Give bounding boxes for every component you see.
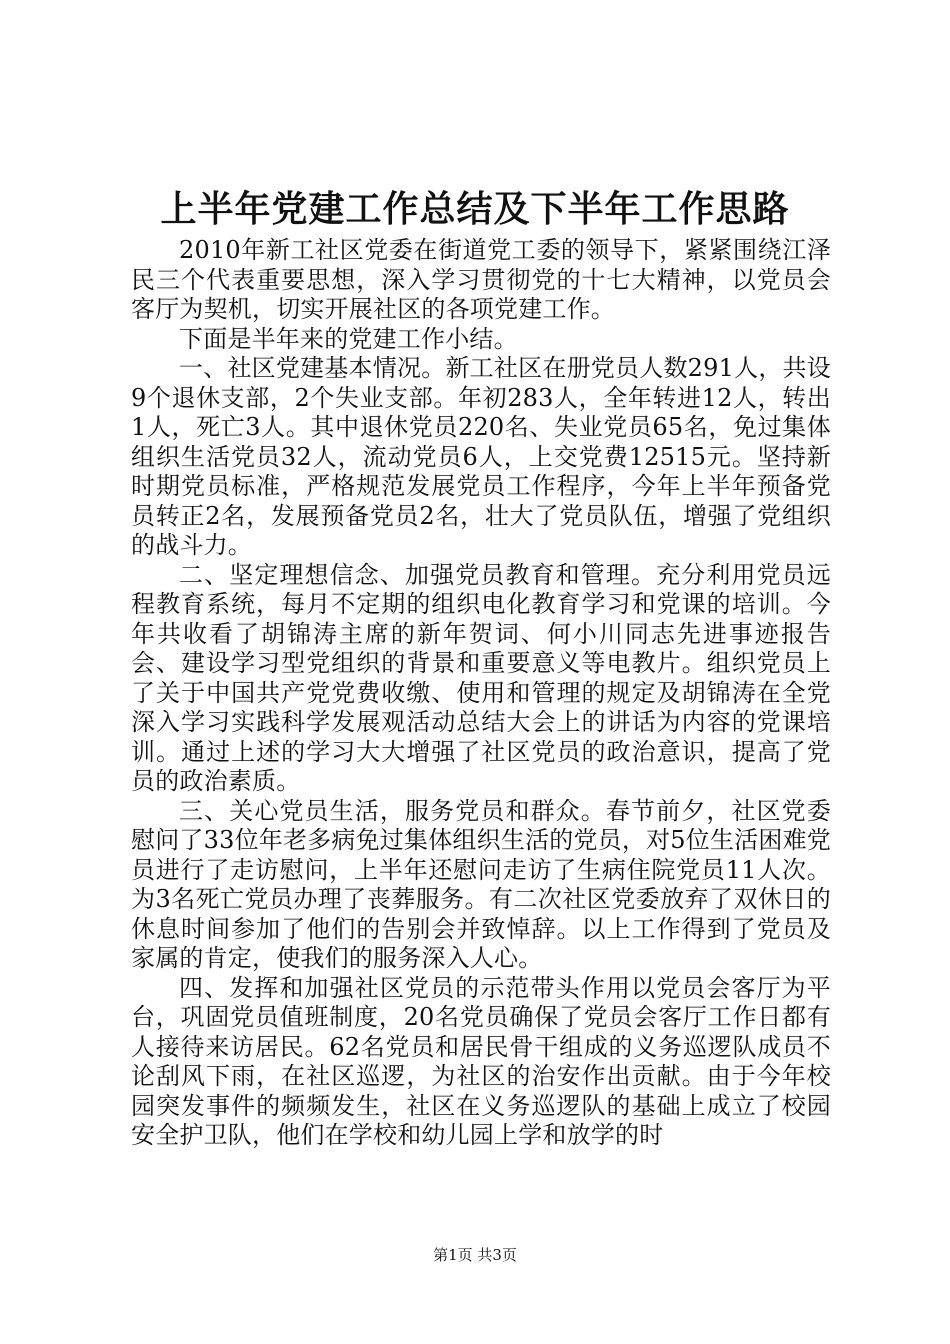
document-body xyxy=(131,236,831,1151)
paragraph-summary-lead: 下面是半年来的党建工作小结。 xyxy=(179,324,518,353)
paragraph-section-3: 三、关心党员生活，服务党员和群众。春节前夕，社区党委慰问了33位年老多病免过集体组织生活的党员，对5位生活困难党员进行了走访慰问，上半年还慰问走访了生病住院党员11人次。为3名死亡党员办理了丧葬服务。有二次社区党委放弃了双休日的休息时间参加了他们的告别会并致悼辞。以上工作得到了党员及家属的肯定，使我们的服务深入人心。 xyxy=(131,796,831,972)
paragraph-intro: 2010年新工社区党委在街道党工委的领导下，紧紧围绕江泽民三个代表重要思想，深入学习贯彻党的十七大精神，以党员会客厅为契机，切实开展社区的各项党建工作。 xyxy=(131,236,831,323)
document-title: 上半年党建工作总结及下半年工作思路 xyxy=(160,189,790,230)
paragraph-section-2: 二、坚定理想信念、加强党员教育和管理。充分利用党员远程教育系统，每月不定期的组织电化教育学习和党课的培训。今年共收看了胡锦涛主席的新年贺词、何小川同志先进事迹报告会、建设学习型党组织的背景和重要意义等电教片。组织党员上了关于中国共产党党费收缴、使用和管理的规定及胡锦涛在全党深入学习实践科学发展观活动总结大会上的讲话为内容的党课培训。通过上述的学习大大增强了社区党员的政治意识，提高了党员的政治素质。 xyxy=(131,560,831,795)
page-footer: 第1页 共3页 xyxy=(433,1246,517,1264)
paragraph-section-4: 四、发挥和加强社区党员的示范带头作用以党员会客厅为平台，巩固党员值班制度，20名党员确保了党员会客厅工作日都有人接待来访居民。62名党员和居民骨干组成的义务巡逻队成员不论刮风下雨，在社区巡逻，为社区的治安作出贡献。由于今年校园突发事件的频频发生，社区在义务巡逻队的基础上成立了校园安全护卫队，他们在学校和幼儿园上学和放学的时 xyxy=(131,973,831,1149)
paragraph-section-1: 一、社区党建基本情况。新工社区在册党员人数291人，共设9个退休支部，2个失业支部。年初283人，全年转进12人，转出1人，死亡3人。其中退休党员220名、失业党员65名，免过集体组织生活党员32人，流动党员6人，上交党费12515元。坚持新时期党员标准，严格规范发展党员工作程序，今年上半年预备党员转正2名，发展预备党员2名，壮大了党员队伍，增强了党组织的战斗力。 xyxy=(131,354,831,559)
